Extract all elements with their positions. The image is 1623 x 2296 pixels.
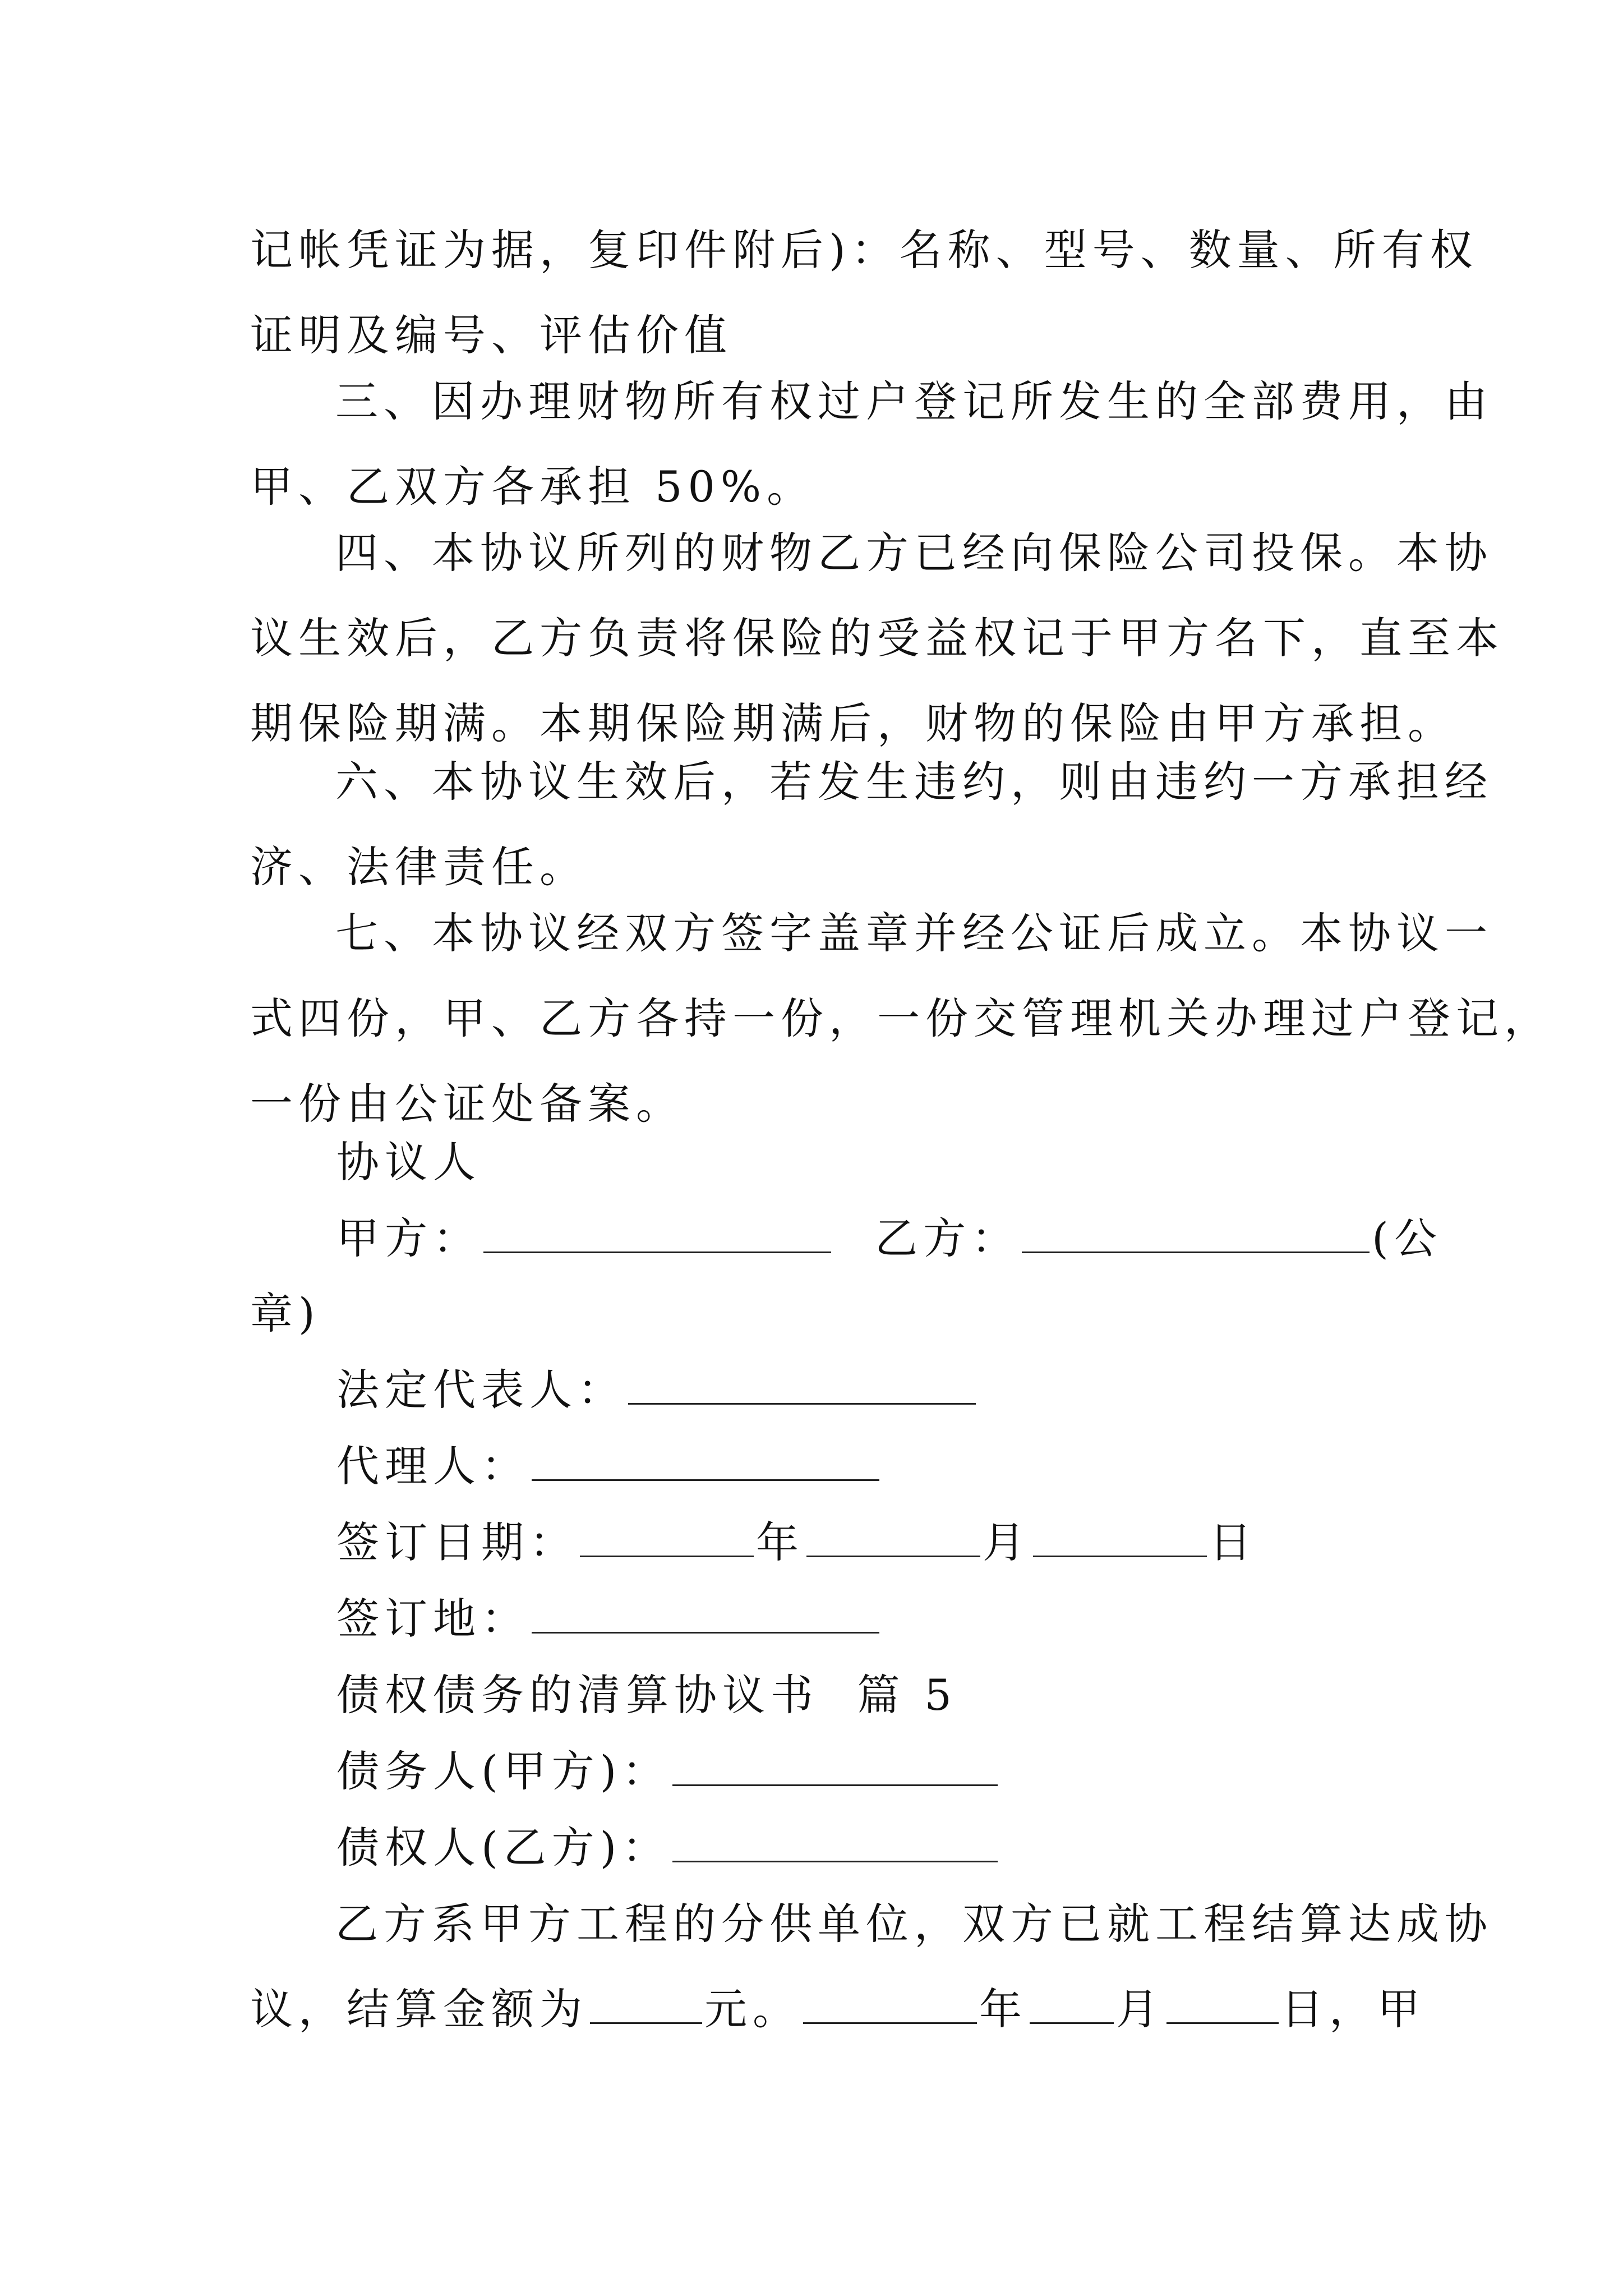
month-label: 月: [983, 1517, 1031, 1567]
text-line: 四、本协议所列的财物乙方已经向保险公司投保。本协: [335, 528, 1493, 578]
agent-row: [336, 1424, 882, 1509]
paragraph-clause-3: [250, 359, 1493, 530]
text-line: 甲、乙双方各承担 50%。: [250, 462, 815, 512]
creditor-blank[interactable]: [672, 1824, 998, 1862]
signers-heading: 协议人: [336, 1137, 481, 1187]
text-line: 记帐凭证为据，复印件附后)：名称、型号、数量、所有权: [250, 225, 1478, 275]
legal-representative-row: [336, 1347, 978, 1433]
sign-place-blank[interactable]: [532, 1595, 879, 1634]
text-line: 议生效后，乙方负责将保险的受益权记于甲方名下，直至本: [250, 613, 1504, 663]
settle-day-blank[interactable]: [1166, 1985, 1279, 2024]
text-line: 六、本协议生效后，若发生违约，则由违约一方承担经: [335, 757, 1493, 807]
legal-rep-blank[interactable]: [628, 1366, 976, 1405]
sign-date-label: 签订日期：: [336, 1517, 578, 1567]
settle-year-label: 年: [979, 1984, 1027, 2034]
day-label: 日: [1209, 1517, 1257, 1567]
amount-blank[interactable]: [590, 1985, 702, 2024]
agent-label: 代理人：: [336, 1441, 529, 1491]
settle-month-label: 月: [1116, 1984, 1164, 2034]
text-line: 式四份，甲、乙方各持一份，一份交管理机关办理过户登记，: [250, 993, 1552, 1043]
party-b-blank[interactable]: [1022, 1214, 1370, 1253]
debtor-blank[interactable]: [672, 1747, 998, 1786]
day-blank[interactable]: [1033, 1519, 1207, 1557]
sign-place-label: 签订地：: [336, 1594, 529, 1644]
paragraph-clause-7: [250, 891, 1552, 1147]
settle-day-label: 日，甲: [1281, 1984, 1426, 2034]
seal-note-close: 章): [250, 1289, 321, 1338]
text-line: 七、本协议经双方签字盖章并经公证后成立。本协议一: [335, 908, 1493, 958]
text-line: 一份由公证处备案。: [250, 1079, 684, 1129]
legal-rep-label: 法定代表人：: [336, 1365, 626, 1415]
creditor-row: [336, 1805, 1000, 1890]
party-signature-row: [336, 1196, 1442, 1281]
section-title: 债权债务的清算协议书 篇 5: [336, 1670, 957, 1720]
text-line: 证明及编号、评估价值: [250, 310, 732, 360]
debtor-label: 债务人(甲方)：: [336, 1746, 671, 1796]
paragraph-clause-6: [250, 739, 1493, 910]
month-blank[interactable]: [806, 1519, 980, 1557]
debtor-row: [336, 1729, 1000, 1814]
creditor-label: 债权人(乙方)：: [336, 1823, 671, 1872]
text-line-with-blanks: [250, 1967, 1426, 2052]
sign-date-row: [336, 1500, 1257, 1585]
seal-note-open: (公: [1372, 1213, 1442, 1263]
agent-blank[interactable]: [532, 1442, 879, 1481]
currency-label: 元。: [704, 1984, 801, 2034]
year-label: 年: [756, 1517, 804, 1567]
paragraph-settlement: [250, 1881, 1493, 2052]
settlement-amount-label: 议，结算金额为: [250, 1984, 588, 2034]
text-line: 三、因办理财物所有权过户登记所发生的全部费用，由: [335, 376, 1493, 426]
text-line: 期保险期满。本期保险期满后，财物的保险由甲方承担。: [250, 698, 1456, 748]
settle-year-blank[interactable]: [803, 1985, 977, 2024]
paragraph-asset-list: [250, 208, 1478, 378]
settle-month-blank[interactable]: [1030, 1985, 1114, 2024]
party-a-label: 甲方：: [336, 1213, 481, 1263]
party-b-label: 乙方：: [875, 1213, 1020, 1263]
sign-place-row: [336, 1576, 882, 1662]
party-a-blank[interactable]: [483, 1214, 831, 1253]
text-line: 乙方系甲方工程的分供单位，双方已就工程结算达成协: [335, 1899, 1493, 1949]
text-line: 济、法律责任。: [250, 842, 588, 892]
year-blank[interactable]: [580, 1519, 754, 1557]
paragraph-clause-4: [250, 510, 1504, 766]
